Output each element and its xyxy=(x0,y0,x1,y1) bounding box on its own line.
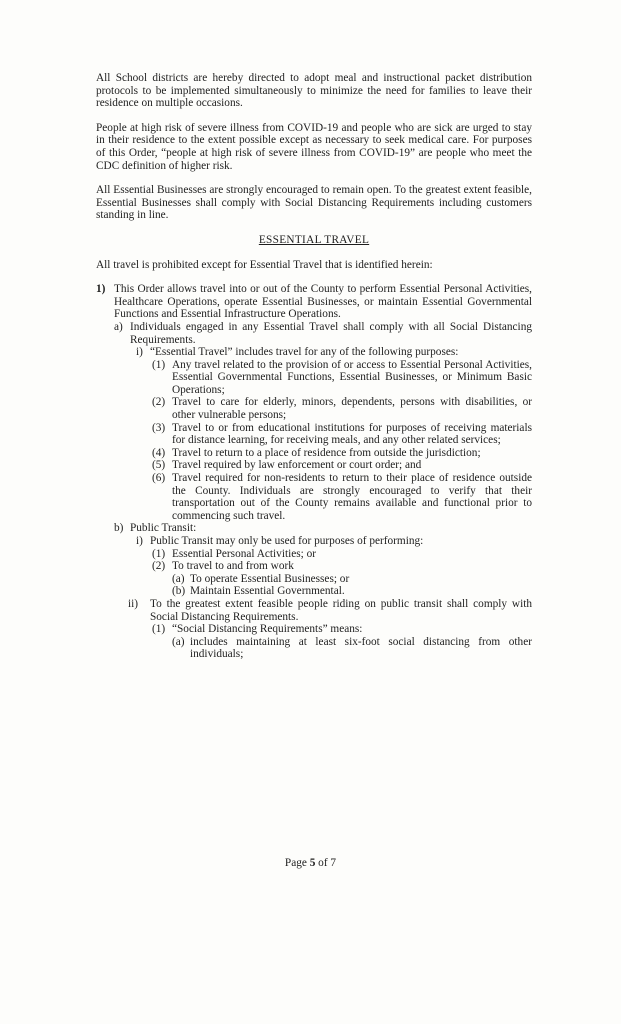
list-marker: 1) xyxy=(96,283,106,296)
list-text: Travel to care for elderly, minors, dependents, persons with disabilities, or other vulnerable persons; xyxy=(172,396,532,422)
list-marker: (5) xyxy=(152,459,166,472)
list-marker: (6) xyxy=(152,472,166,485)
document-body xyxy=(96,72,532,661)
page-label: Page xyxy=(284,857,310,869)
current-page: 5 xyxy=(309,857,316,869)
paragraph-school-districts: All School districts are hereby directed to adopt meal and instructional packet distribution protocols to be implemented simultaneously to minimize the need for families to leave their residence on multiple occasions. xyxy=(96,72,532,110)
list-marker: i) xyxy=(136,346,143,359)
list-text: “Essential Travel” includes travel for any of the following purposes: xyxy=(150,346,459,359)
list-text: Travel required for non-residents to return to their place of residence outside the County. Individuals are strongly encouraged to verify that their transportation out of the County remains available and functional prior to commencing such travel. xyxy=(172,472,532,522)
list-text: This Order allows travel into or out of the County to perform Essential Personal Activities, Healthcare Operations, operate Essential Businesses, or maintain Essential Governmental Functions and Essential Infrastructure Operations. xyxy=(114,283,532,321)
list-item-1 xyxy=(96,283,532,321)
list-marker: (b) xyxy=(172,585,186,598)
list-marker: (a) xyxy=(172,572,185,585)
list-text: “Social Distancing Requirements” means: xyxy=(172,623,363,636)
list-marker: (3) xyxy=(152,421,166,434)
list-item-1ai xyxy=(136,346,532,359)
list-item xyxy=(152,560,532,573)
list-item-sdr-a xyxy=(172,636,532,661)
list-item-1a xyxy=(114,321,532,346)
page-of: of xyxy=(315,857,331,869)
list-marker: (2) xyxy=(152,396,166,409)
list-item xyxy=(152,459,532,472)
list-text: Travel to or from educational institutions for purposes of receiving materials for distance learning, for receiving meals, and any other related services; xyxy=(172,421,532,447)
list-text: To the greatest extent feasible people riding on public transit shall comply with Social Distancing Requirements. xyxy=(150,597,532,623)
list-text: Essential Personal Activities; or xyxy=(172,547,317,560)
list-marker: (a) xyxy=(172,635,185,648)
list-item xyxy=(172,573,532,586)
list-text: Public Transit may only be used for purposes of performing: xyxy=(150,535,424,547)
list-item xyxy=(152,548,532,561)
list-item-1b xyxy=(114,522,532,535)
list-item-1bi xyxy=(136,535,532,548)
list-marker: (1) xyxy=(152,547,166,560)
list-item-sdr xyxy=(152,623,532,636)
list-text: To travel to and from work xyxy=(172,560,294,573)
list-item xyxy=(152,396,532,421)
list-marker: (2) xyxy=(152,560,166,573)
list-text: Public Transit: xyxy=(130,522,197,535)
list-item-1bii xyxy=(128,597,532,623)
list-marker: a) xyxy=(114,320,123,333)
list-text: Travel required by law enforcement or court order; and xyxy=(172,459,422,472)
total-pages: 7 xyxy=(330,857,337,869)
list-text: Any travel related to the provision of or access to Essential Personal Activities, Essential Governmental Functions, Essential Businesses, or Minimum Basic Operations; xyxy=(172,358,532,396)
list-marker: i) xyxy=(136,535,143,547)
list-text: Individuals engaged in any Essential Travel shall comply with all Social Distancing Requirements. xyxy=(130,320,532,346)
paragraph-essential-businesses: All Essential Businesses are strongly encouraged to remain open. To the greatest extent feasible, Essential Businesses shall comply with Social Distancing Requirements including customers standing in line. xyxy=(96,184,532,222)
list-item xyxy=(152,422,532,447)
list-marker: b) xyxy=(114,522,124,535)
list-item xyxy=(152,447,532,460)
list-marker: (1) xyxy=(152,623,166,636)
list-text: To operate Essential Businesses; or xyxy=(190,572,350,585)
section-heading: ESSENTIAL TRAVEL xyxy=(258,233,370,246)
list-text: includes maintaining at least six-foot social distancing from other individuals; xyxy=(190,635,532,661)
page-number xyxy=(0,857,621,869)
list-item xyxy=(172,585,532,598)
list-marker: ii) xyxy=(128,597,139,610)
paragraph-travel-intro: All travel is prohibited except for Essential Travel that is identified herein: xyxy=(96,258,433,271)
list-item xyxy=(152,472,532,522)
list-text: Travel to return to a place of residence from outside the jurisdiction; xyxy=(172,446,481,459)
list-marker: (1) xyxy=(152,358,166,371)
list-marker: (4) xyxy=(152,446,166,459)
list-text: Maintain Essential Governmental. xyxy=(190,585,345,598)
list-item xyxy=(152,359,532,397)
paragraph-high-risk: People at high risk of severe illness from COVID-19 and people who are sick are urged to stay in their residence to the extent possible except as necessary to seek medical care. For purposes of this Order, “people at high risk of severe illness from COVID-19” are people who meet the CDC definition of higher risk. xyxy=(96,121,532,172)
